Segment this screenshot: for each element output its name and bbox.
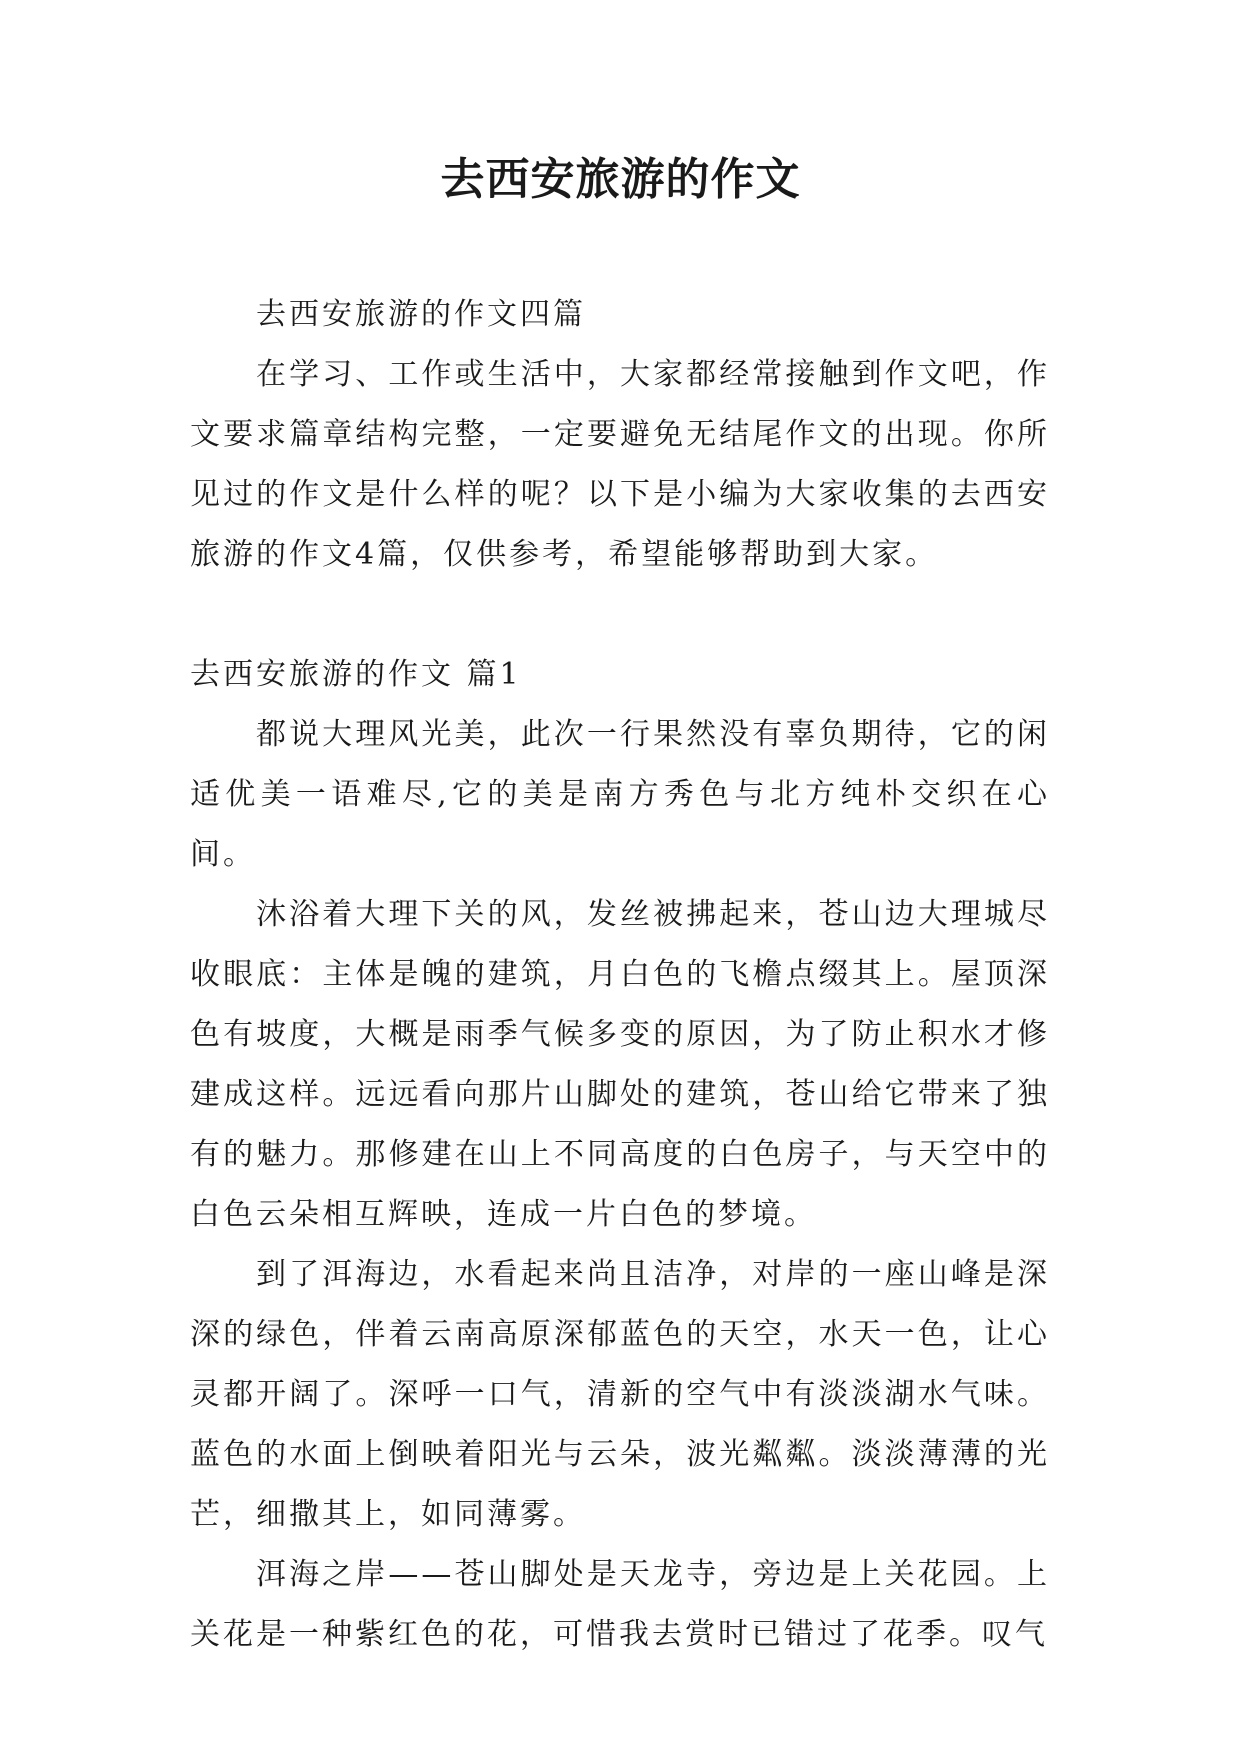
body-paragraph: 洱海之岸——苍山脚处是天龙寺，旁边是上关花园。上关花是一种紫红色的花，可惜我去赏时已错过了花季。叹气 bbox=[190, 1557, 1050, 1652]
document-subtitle: 去西安旅游的作文四篇 bbox=[256, 297, 586, 332]
body-paragraph: 到了洱海边，水看起来尚且洁净，对岸的一座山峰是深深的绿色，伴着云南高原深郁蓝色的天空，水天一色，让心灵都开阔了。深呼一口气，清新的空气中有淡淡湖水气味。蓝色的水面上倒映着阳光与云朵，波光粼粼。淡淡薄薄的光芒，细撒其上，如同薄雾。 bbox=[190, 1257, 1050, 1532]
body-paragraph: 都说大理风光美，此次一行果然没有辜负期待，它的闲适优美一语难尽,它的美是南方秀色与北方纯朴交织在心间。 bbox=[190, 717, 1050, 872]
document-body bbox=[190, 285, 1050, 1665]
document-title: 去西安旅游的作文 bbox=[440, 154, 801, 205]
body-paragraph: 沐浴着大理下关的风，发丝被拂起来，苍山边大理城尽收眼底：主体是魄的建筑，月白色的飞檐点缀其上。屋顶深色有坡度，大概是雨季气候多变的原因，为了防止积水才修建成这样。远远看向那片山脚处的建筑，苍山给它带来了独有的魅力。那修建在山上不同高度的白色房子，与天空中的白色云朵相互辉映，连成一片白色的梦境。 bbox=[190, 897, 1050, 1232]
intro-paragraph: 在学习、工作或生活中，大家都经常接触到作文吧，作文要求篇章结构完整，一定要避免无结尾作文的出现。你所见过的作文是什么样的呢？以下是小编为大家收集的去西安旅游的作文4篇，仅供参考，希望能够帮助到大家。 bbox=[190, 357, 1050, 572]
section-heading: 去西安旅游的作文 篇1 bbox=[190, 657, 522, 692]
